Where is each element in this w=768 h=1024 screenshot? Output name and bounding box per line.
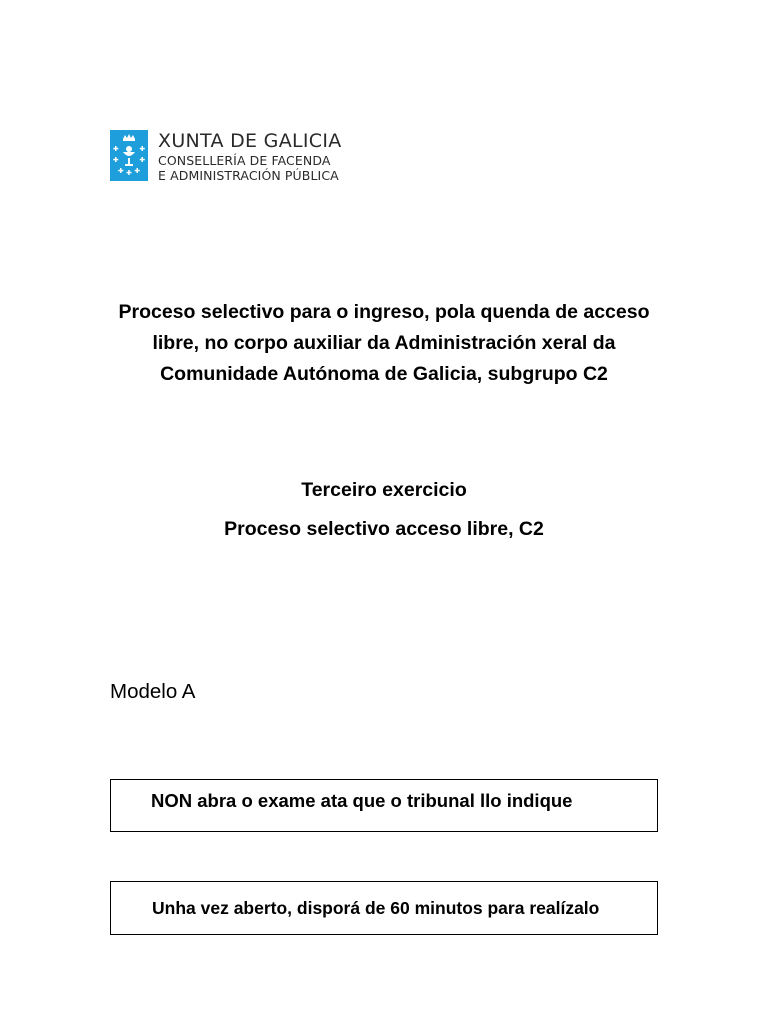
notice-box-do-not-open: [110, 779, 658, 832]
title-line-3: Comunidade Autónoma de Galicia, subgrupo C2: [160, 363, 608, 385]
exercise-heading: Terceiro exercicio: [301, 479, 467, 501]
logo-text: [158, 130, 342, 182]
model-label: Modelo A: [110, 680, 196, 703]
title-line-1: Proceso selectivo para o ingreso, pola quenda de acceso: [118, 301, 650, 323]
exercise-subtitle: Proceso selectivo acceso libre, C2: [224, 518, 544, 540]
title-line-2: libre, no corpo auxiliar da Administración xeral da: [152, 332, 616, 354]
logo-subtitle-1: CONSELLERÍA DE FACENDA: [158, 153, 331, 168]
notice-text-time-limit: Unha vez aberto, disporá de 60 minutos para realízalo: [152, 898, 600, 918]
galicia-coat-of-arms-icon: [110, 130, 148, 181]
document-title: [84, 297, 684, 390]
notice-text-do-not-open: NON abra o exame ata que o tribunal llo indique: [151, 790, 573, 811]
logo-title: XUNTA DE GALICIA: [158, 130, 342, 152]
xunta-logo: [110, 130, 342, 182]
logo-subtitle-2: E ADMINISTRACIÓN PÚBLICA: [158, 167, 339, 183]
notice-box-time-limit: [110, 881, 658, 935]
